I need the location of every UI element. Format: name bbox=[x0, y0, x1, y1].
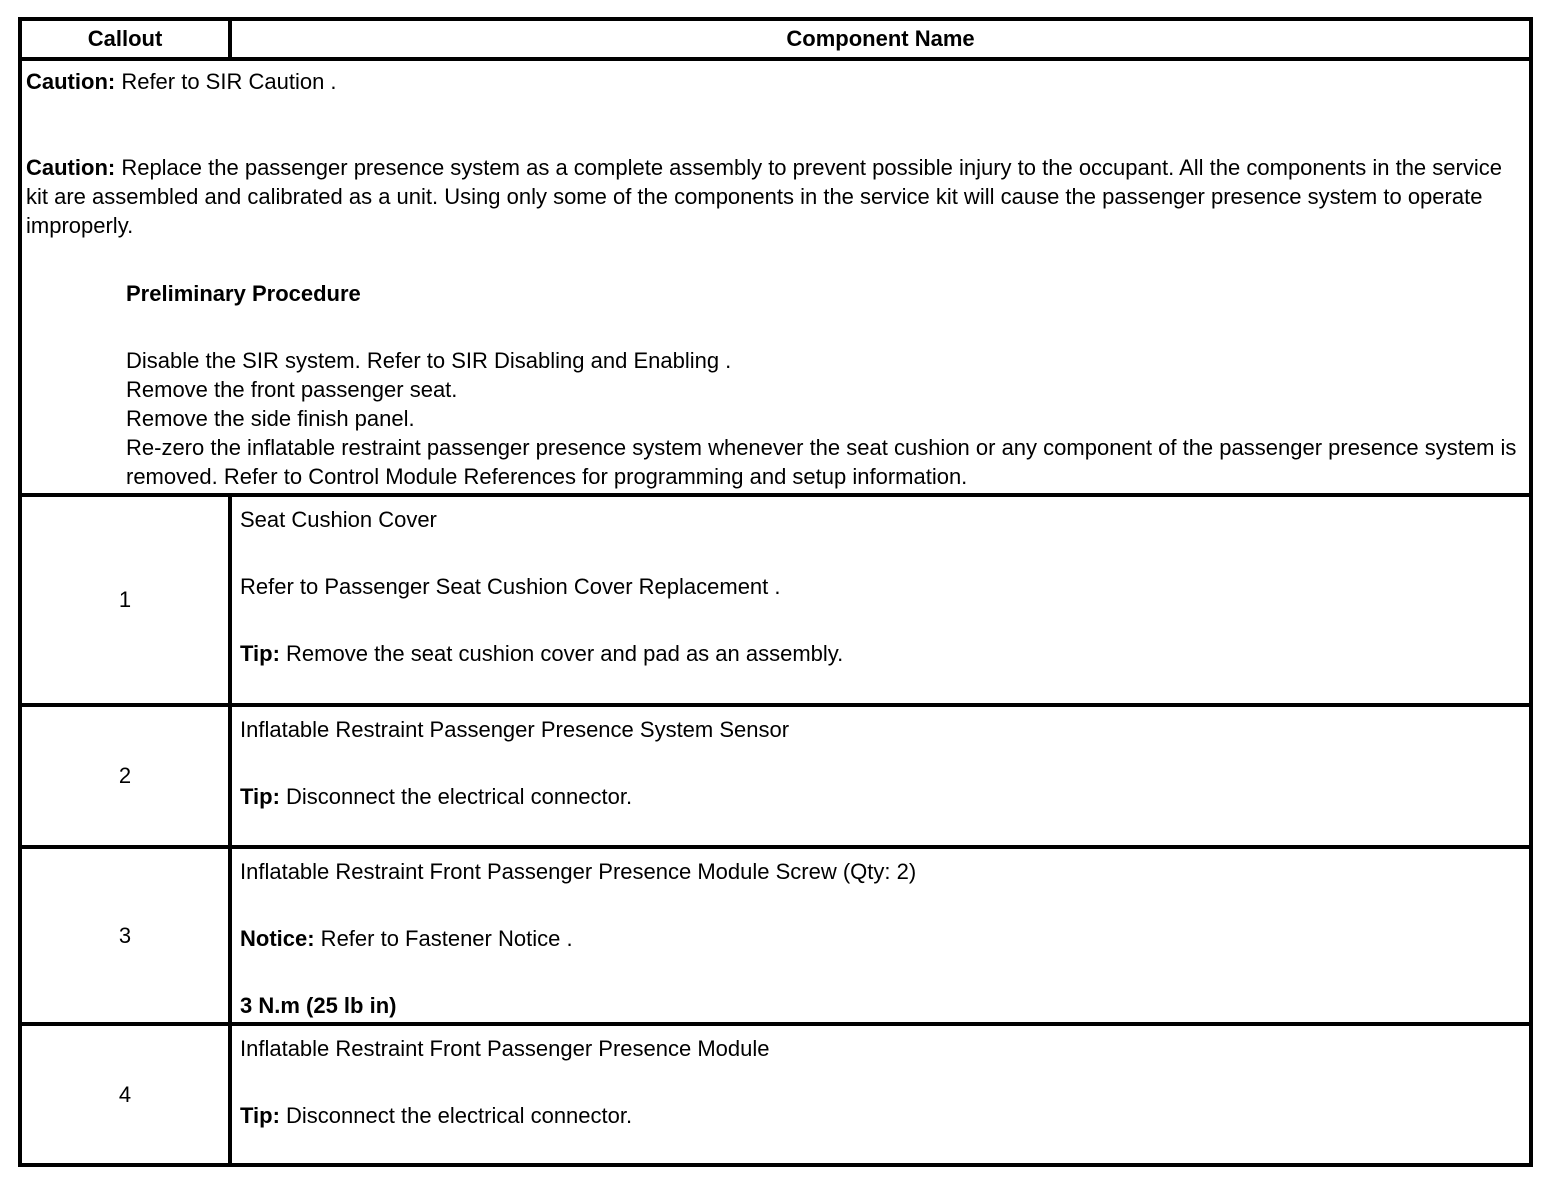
header-component-name: Component Name bbox=[228, 21, 1529, 57]
component-name: Seat Cushion Cover bbox=[240, 507, 437, 532]
step-remove-seat: Remove the front passenger seat. bbox=[126, 377, 458, 402]
tip-label: Tip: bbox=[240, 784, 280, 809]
tip-label: Tip: bbox=[240, 641, 280, 666]
component-cell bbox=[228, 849, 1529, 1022]
tip-label: Tip: bbox=[240, 1103, 280, 1128]
callout-number: 3 bbox=[118, 922, 132, 948]
table-row bbox=[22, 1026, 1529, 1164]
callout-number: 1 bbox=[118, 587, 132, 612]
component-table bbox=[18, 17, 1533, 1167]
step-remove-panel: Remove the side finish panel. bbox=[126, 406, 415, 431]
caution-text: Replace the passenger presence system as a complete assembly to prevent possible injury to the occupant. All the components in the service kit are assembled and calibrated as a unit. Using only some of the components in the service kit will cause the passenger presence system to operate improperly. bbox=[26, 155, 1502, 238]
component-notice bbox=[240, 926, 573, 952]
tip-text: Disconnect the electrical connector. bbox=[279, 1103, 633, 1128]
preface-section bbox=[22, 61, 1529, 497]
component-cell bbox=[228, 707, 1529, 845]
callout-number: 2 bbox=[118, 763, 132, 788]
step-re-zero: Re-zero the inflatable restraint passenger presence system whenever the seat cushion or any component of the passenger presence system is removed. Refer to Control Module References for programming and setup information. bbox=[126, 435, 1517, 489]
caution-sir bbox=[26, 67, 337, 96]
table-row bbox=[22, 707, 1529, 849]
component-tip bbox=[240, 784, 632, 810]
caution-label: Caution: bbox=[26, 155, 116, 180]
component-name: Inflatable Restraint Front Passenger Presence Module Screw (Qty: 2) bbox=[240, 859, 917, 884]
tip-text: Disconnect the electrical connector. bbox=[279, 784, 633, 809]
table-row bbox=[22, 849, 1529, 1026]
component-cell bbox=[228, 497, 1529, 703]
header-callout: Callout bbox=[87, 26, 163, 51]
component-name: Inflatable Restraint Passenger Presence System Sensor bbox=[240, 717, 790, 742]
component-tip bbox=[240, 1103, 632, 1129]
component-cell bbox=[228, 1026, 1529, 1164]
table-row bbox=[22, 497, 1529, 707]
notice-text: Refer to Fastener Notice . bbox=[314, 926, 573, 951]
caution-label: Caution: bbox=[26, 69, 116, 94]
component-reference: Refer to Passenger Seat Cushion Cover Replacement . bbox=[240, 574, 781, 599]
component-name: Inflatable Restraint Front Passenger Presence Module bbox=[240, 1036, 770, 1061]
callout-number: 4 bbox=[118, 1082, 132, 1107]
notice-label: Notice: bbox=[240, 926, 315, 951]
step-disable-sir: Disable the SIR system. Refer to SIR Disabling and Enabling . bbox=[126, 348, 732, 373]
table-header-row bbox=[22, 21, 1529, 61]
caution-text: Refer to SIR Caution . bbox=[115, 69, 337, 94]
torque-spec: 3 N.m (25 lb in) bbox=[240, 993, 397, 1018]
tip-text: Remove the seat cushion cover and pad as an assembly. bbox=[279, 641, 844, 666]
component-tip bbox=[240, 641, 843, 667]
caution-passenger-presence bbox=[26, 153, 1516, 240]
preliminary-procedure-title: Preliminary Procedure bbox=[126, 281, 361, 306]
